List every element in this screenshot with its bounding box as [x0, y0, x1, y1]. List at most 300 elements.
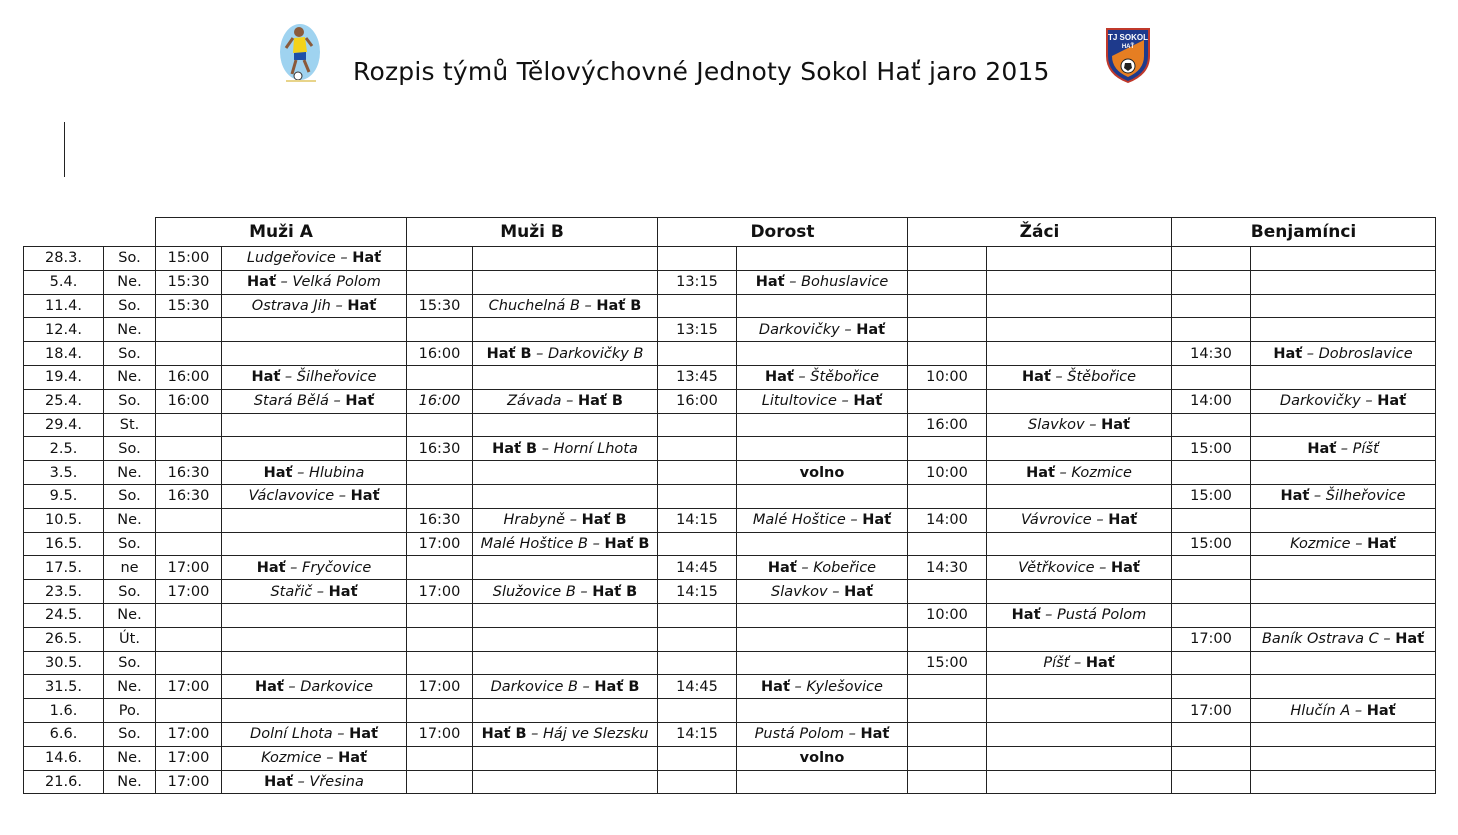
cell-match: Dolní Lhota – Hať	[222, 722, 407, 746]
table-row	[24, 556, 1436, 580]
cell-time	[908, 484, 987, 508]
cell-day: So.	[104, 342, 156, 366]
cell-date: 1.6.	[24, 699, 104, 723]
cell-match: Litultovice – Hať	[737, 389, 908, 413]
cell-match: Hať B – Darkovičky B	[473, 342, 658, 366]
cell-match: Hať – Kobeřice	[737, 556, 908, 580]
cell-time	[156, 413, 222, 437]
cell-match	[473, 651, 658, 675]
cell-time	[1172, 746, 1251, 770]
cell-time: 17:00	[156, 770, 222, 794]
cell-match: Chuchelná B – Hať B	[473, 294, 658, 318]
cell-match	[222, 651, 407, 675]
cell-time	[658, 651, 737, 675]
cell-match	[222, 532, 407, 556]
cell-match	[473, 461, 658, 485]
cell-time: 13:15	[658, 270, 737, 294]
cell-match: Stařič – Hať	[222, 580, 407, 604]
cell-time	[407, 556, 473, 580]
cell-time	[156, 342, 222, 366]
cell-time: 15:00	[1172, 532, 1251, 556]
cell-date: 31.5.	[24, 675, 104, 699]
cell-match	[222, 437, 407, 461]
cell-time: 16:30	[407, 437, 473, 461]
cell-date: 19.4.	[24, 365, 104, 389]
svg-text:HAŤ: HAŤ	[1121, 44, 1135, 50]
cell-time	[658, 627, 737, 651]
cell-time	[407, 270, 473, 294]
cell-time	[1172, 722, 1251, 746]
cell-match	[1251, 318, 1436, 342]
cell-time: 15:00	[1172, 437, 1251, 461]
table-row	[24, 675, 1436, 699]
cell-time	[407, 461, 473, 485]
cell-time: 17:00	[1172, 699, 1251, 723]
cell-time: 14:30	[1172, 342, 1251, 366]
cell-match	[473, 270, 658, 294]
cell-match	[222, 318, 407, 342]
cell-day: So.	[104, 722, 156, 746]
cell-time	[1172, 603, 1251, 627]
cell-match: Hať – Píšť	[1251, 437, 1436, 461]
cell-match: Darkovičky – Hať	[737, 318, 908, 342]
cell-time: 17:00	[156, 580, 222, 604]
cell-time	[658, 342, 737, 366]
cell-time: 17:00	[156, 556, 222, 580]
cell-time: 16:00	[156, 365, 222, 389]
table-row	[24, 270, 1436, 294]
player-logo-icon	[278, 22, 322, 84]
cell-date: 25.4.	[24, 389, 104, 413]
cell-date: 30.5.	[24, 651, 104, 675]
cell-date: 6.6.	[24, 722, 104, 746]
table-row	[24, 651, 1436, 675]
header-muzi-a: Muži A	[156, 218, 407, 247]
cell-date: 16.5.	[24, 532, 104, 556]
cell-day: So.	[104, 437, 156, 461]
cell-day: Ne.	[104, 603, 156, 627]
cell-match	[737, 413, 908, 437]
cell-time	[1172, 413, 1251, 437]
cell-time	[1172, 270, 1251, 294]
table-row	[24, 580, 1436, 604]
cell-match: Hať – Štěbořice	[987, 365, 1172, 389]
cell-time	[1172, 556, 1251, 580]
cell-match: Hať – Šilheřovice	[222, 365, 407, 389]
cell-match	[737, 532, 908, 556]
cell-time	[407, 651, 473, 675]
header-blank	[24, 218, 156, 247]
cell-match	[737, 294, 908, 318]
cell-match: Hlučín A – Hať	[1251, 699, 1436, 723]
cell-time: 16:00	[156, 389, 222, 413]
cell-match	[987, 318, 1172, 342]
cell-time: 16:30	[407, 508, 473, 532]
cell-match: Hať – Dobroslavice	[1251, 342, 1436, 366]
cell-match: Závada – Hať B	[473, 389, 658, 413]
cell-match	[473, 603, 658, 627]
cell-match	[473, 746, 658, 770]
cell-time	[908, 699, 987, 723]
cell-match: Hrabyně – Hať B	[473, 508, 658, 532]
header-muzi-b: Muži B	[407, 218, 658, 247]
cell-day: Ne.	[104, 318, 156, 342]
cell-time	[1172, 675, 1251, 699]
cell-match: Ludgeřovice – Hať	[222, 247, 407, 271]
cell-time: 17:00	[156, 746, 222, 770]
cell-date: 18.4.	[24, 342, 104, 366]
cell-match	[737, 603, 908, 627]
cell-time	[1172, 294, 1251, 318]
cell-match	[737, 627, 908, 651]
cell-day: So.	[104, 651, 156, 675]
cell-time: 10:00	[908, 365, 987, 389]
cell-day: Ne.	[104, 675, 156, 699]
cell-match	[987, 294, 1172, 318]
cell-match: Slavkov – Hať	[737, 580, 908, 604]
cell-match	[1251, 722, 1436, 746]
page-title: Rozpis týmů Tělovýchovné Jednoty Sokol Hať jaro 2015	[353, 57, 1050, 86]
cell-match	[473, 365, 658, 389]
cell-match	[1251, 675, 1436, 699]
cell-time: 13:15	[658, 318, 737, 342]
cell-match	[987, 627, 1172, 651]
cell-day: So.	[104, 389, 156, 413]
cell-time: 14:00	[908, 508, 987, 532]
cell-time	[407, 627, 473, 651]
cell-time: 15:00	[1172, 484, 1251, 508]
table-row	[24, 508, 1436, 532]
cell-match: Hať – Vřesina	[222, 770, 407, 794]
cell-date: 10.5.	[24, 508, 104, 532]
cell-date: 11.4.	[24, 294, 104, 318]
table-row	[24, 318, 1436, 342]
cell-time: 10:00	[908, 603, 987, 627]
cell-time	[658, 770, 737, 794]
header-zaci: Žáci	[908, 218, 1172, 247]
cell-time	[658, 247, 737, 271]
table-row	[24, 770, 1436, 794]
cell-match: Hať – Kylešovice	[737, 675, 908, 699]
cell-time	[407, 484, 473, 508]
cell-match: Hať – Velká Polom	[222, 270, 407, 294]
cell-time: 14:15	[658, 722, 737, 746]
cell-match	[987, 389, 1172, 413]
table-row	[24, 627, 1436, 651]
tj-sokol-hat-crest-icon	[1104, 26, 1152, 84]
cell-match	[473, 247, 658, 271]
cell-match: Hať B – Horní Lhota	[473, 437, 658, 461]
cell-match	[737, 342, 908, 366]
cell-match	[987, 722, 1172, 746]
cell-match: Hať – Pustá Polom	[987, 603, 1172, 627]
cell-time	[658, 484, 737, 508]
cell-time	[908, 342, 987, 366]
cell-match	[1251, 603, 1436, 627]
cell-date: 28.3.	[24, 247, 104, 271]
cell-match	[1251, 247, 1436, 271]
cell-time	[1172, 651, 1251, 675]
cell-date: 21.6.	[24, 770, 104, 794]
cell-match: Darkovičky – Hať	[1251, 389, 1436, 413]
cell-match: Slavkov – Hať	[987, 413, 1172, 437]
cell-time	[1172, 580, 1251, 604]
table-row	[24, 247, 1436, 271]
cell-time	[908, 389, 987, 413]
cell-time: 17:00	[407, 675, 473, 699]
cell-time	[407, 365, 473, 389]
cell-time	[908, 437, 987, 461]
cell-date: 5.4.	[24, 270, 104, 294]
cell-match	[987, 532, 1172, 556]
cell-date: 3.5.	[24, 461, 104, 485]
cell-time	[908, 318, 987, 342]
cell-time	[658, 699, 737, 723]
cell-time	[658, 603, 737, 627]
cell-match	[1251, 365, 1436, 389]
cell-match: Kozmice – Hať	[222, 746, 407, 770]
cell-match: Stará Bělá – Hať	[222, 389, 407, 413]
cell-match	[737, 699, 908, 723]
cell-time	[407, 770, 473, 794]
cell-match	[987, 484, 1172, 508]
cell-match	[1251, 461, 1436, 485]
cell-match: Píšť – Hať	[987, 651, 1172, 675]
cell-time	[658, 746, 737, 770]
cell-day: Út.	[104, 627, 156, 651]
cell-day: So.	[104, 580, 156, 604]
cell-match: Hať B – Háj ve Slezsku	[473, 722, 658, 746]
cell-match	[1251, 294, 1436, 318]
cell-match: volno	[737, 746, 908, 770]
schedule-body	[24, 247, 1436, 794]
cell-time: 15:30	[407, 294, 473, 318]
cell-match: Hať – Hlubina	[222, 461, 407, 485]
cell-time	[1172, 365, 1251, 389]
cell-match	[222, 413, 407, 437]
cell-time	[908, 627, 987, 651]
schedule-table	[23, 217, 1436, 794]
cell-match: Hať – Fryčovice	[222, 556, 407, 580]
cell-time: 15:30	[156, 270, 222, 294]
cell-time	[407, 413, 473, 437]
cell-match	[1251, 413, 1436, 437]
cell-time: 15:00	[156, 247, 222, 271]
cell-time	[156, 532, 222, 556]
cell-match	[473, 627, 658, 651]
header-row	[24, 218, 1436, 247]
cell-time: 16:30	[156, 484, 222, 508]
cell-time	[658, 532, 737, 556]
cell-time	[1172, 770, 1251, 794]
cell-match	[987, 675, 1172, 699]
cell-date: 14.6.	[24, 746, 104, 770]
cell-time: 17:00	[1172, 627, 1251, 651]
cell-time: 13:45	[658, 365, 737, 389]
cell-match	[222, 699, 407, 723]
table-row	[24, 746, 1436, 770]
cell-date: 29.4.	[24, 413, 104, 437]
cell-day: So.	[104, 294, 156, 318]
cell-day: ne	[104, 556, 156, 580]
cell-time	[407, 603, 473, 627]
cell-match	[1251, 770, 1436, 794]
cell-time: 14:45	[658, 675, 737, 699]
cell-time: 15:30	[156, 294, 222, 318]
cell-match	[737, 770, 908, 794]
cell-time	[407, 699, 473, 723]
cell-day: Ne.	[104, 508, 156, 532]
cell-time	[156, 318, 222, 342]
cell-date: 2.5.	[24, 437, 104, 461]
table-row	[24, 699, 1436, 723]
cell-time	[407, 247, 473, 271]
cell-match	[987, 437, 1172, 461]
cell-match	[987, 342, 1172, 366]
cell-time	[658, 413, 737, 437]
cell-time	[658, 294, 737, 318]
table-row	[24, 603, 1436, 627]
cell-match	[987, 770, 1172, 794]
cell-match: Kozmice – Hať	[1251, 532, 1436, 556]
header-benjaminci: Benjamínci	[1172, 218, 1436, 247]
table-row	[24, 389, 1436, 413]
cell-time	[908, 675, 987, 699]
cell-date: 26.5.	[24, 627, 104, 651]
cell-time: 17:00	[407, 532, 473, 556]
cell-match	[987, 247, 1172, 271]
cell-time: 16:00	[407, 389, 473, 413]
cell-match	[737, 651, 908, 675]
cell-time	[1172, 318, 1251, 342]
cell-time: 15:00	[908, 651, 987, 675]
cell-match: Hať – Darkovice	[222, 675, 407, 699]
cell-match	[473, 770, 658, 794]
cell-time	[908, 294, 987, 318]
cell-day: Ne.	[104, 746, 156, 770]
cell-time: 17:00	[156, 675, 222, 699]
cell-match: Hať – Bohuslavice	[737, 270, 908, 294]
cell-day: So.	[104, 532, 156, 556]
table-row	[24, 365, 1436, 389]
cell-time	[908, 580, 987, 604]
cell-match	[473, 413, 658, 437]
cell-match: Ostrava Jih – Hať	[222, 294, 407, 318]
cell-time	[908, 532, 987, 556]
table-row	[24, 722, 1436, 746]
cell-time: 17:00	[407, 722, 473, 746]
cell-time: 14:15	[658, 580, 737, 604]
cell-match: Václavovice – Hať	[222, 484, 407, 508]
cell-date: 23.5.	[24, 580, 104, 604]
cell-match	[222, 508, 407, 532]
cell-time	[156, 699, 222, 723]
cell-match	[737, 437, 908, 461]
cell-match: Baník Ostrava C – Hať	[1251, 627, 1436, 651]
table-row	[24, 484, 1436, 508]
cell-time	[658, 437, 737, 461]
cell-match: Hať – Šilheřovice	[1251, 484, 1436, 508]
cell-match: Vávrovice – Hať	[987, 508, 1172, 532]
cell-match: Pustá Polom – Hať	[737, 722, 908, 746]
cell-time	[407, 318, 473, 342]
table-row	[24, 294, 1436, 318]
cell-day: So.	[104, 484, 156, 508]
cell-time	[156, 603, 222, 627]
cell-time: 14:30	[908, 556, 987, 580]
cell-match: Hať – Štěbořice	[737, 365, 908, 389]
cell-time: 17:00	[156, 722, 222, 746]
cell-match: Hať – Kozmice	[987, 461, 1172, 485]
cell-time	[156, 627, 222, 651]
cell-time	[1172, 508, 1251, 532]
cell-time	[156, 437, 222, 461]
cell-time: 16:30	[156, 461, 222, 485]
cell-time	[908, 770, 987, 794]
cell-match	[1251, 270, 1436, 294]
cell-match	[222, 342, 407, 366]
cell-match	[222, 603, 407, 627]
cell-time: 16:00	[407, 342, 473, 366]
cell-time: 16:00	[908, 413, 987, 437]
cell-time	[407, 746, 473, 770]
cell-day: Ne.	[104, 770, 156, 794]
cell-time: 14:15	[658, 508, 737, 532]
table-row	[24, 437, 1436, 461]
cell-match: Malé Hoštice – Hať	[737, 508, 908, 532]
cell-match	[1251, 580, 1436, 604]
cell-time	[156, 508, 222, 532]
cell-match	[1251, 556, 1436, 580]
table-row	[24, 461, 1436, 485]
cell-time	[1172, 247, 1251, 271]
cell-date: 9.5.	[24, 484, 104, 508]
cell-time: 16:00	[658, 389, 737, 413]
cell-match	[987, 746, 1172, 770]
cell-time	[1172, 461, 1251, 485]
cell-time	[658, 461, 737, 485]
cell-match: Větřkovice – Hať	[987, 556, 1172, 580]
cell-day: Ne.	[104, 461, 156, 485]
cell-match: volno	[737, 461, 908, 485]
cell-match	[987, 699, 1172, 723]
cell-match: Malé Hoštice B – Hať B	[473, 532, 658, 556]
cell-match	[473, 699, 658, 723]
cell-match	[1251, 508, 1436, 532]
header-dorost: Dorost	[658, 218, 908, 247]
text-cursor	[64, 122, 65, 177]
table-row	[24, 413, 1436, 437]
cell-date: 12.4.	[24, 318, 104, 342]
cell-day: St.	[104, 413, 156, 437]
cell-match	[737, 484, 908, 508]
cell-match	[987, 580, 1172, 604]
cell-time	[908, 270, 987, 294]
cell-match	[222, 627, 407, 651]
cell-day: Po.	[104, 699, 156, 723]
svg-text:TJ SOKOL: TJ SOKOL	[1107, 33, 1149, 42]
cell-match	[987, 270, 1172, 294]
cell-match: Služovice B – Hať B	[473, 580, 658, 604]
cell-match	[473, 318, 658, 342]
cell-date: 17.5.	[24, 556, 104, 580]
cell-time: 10:00	[908, 461, 987, 485]
cell-time	[156, 651, 222, 675]
cell-match: Darkovice B – Hať B	[473, 675, 658, 699]
table-row	[24, 532, 1436, 556]
cell-time: 14:45	[658, 556, 737, 580]
cell-day: So.	[104, 247, 156, 271]
